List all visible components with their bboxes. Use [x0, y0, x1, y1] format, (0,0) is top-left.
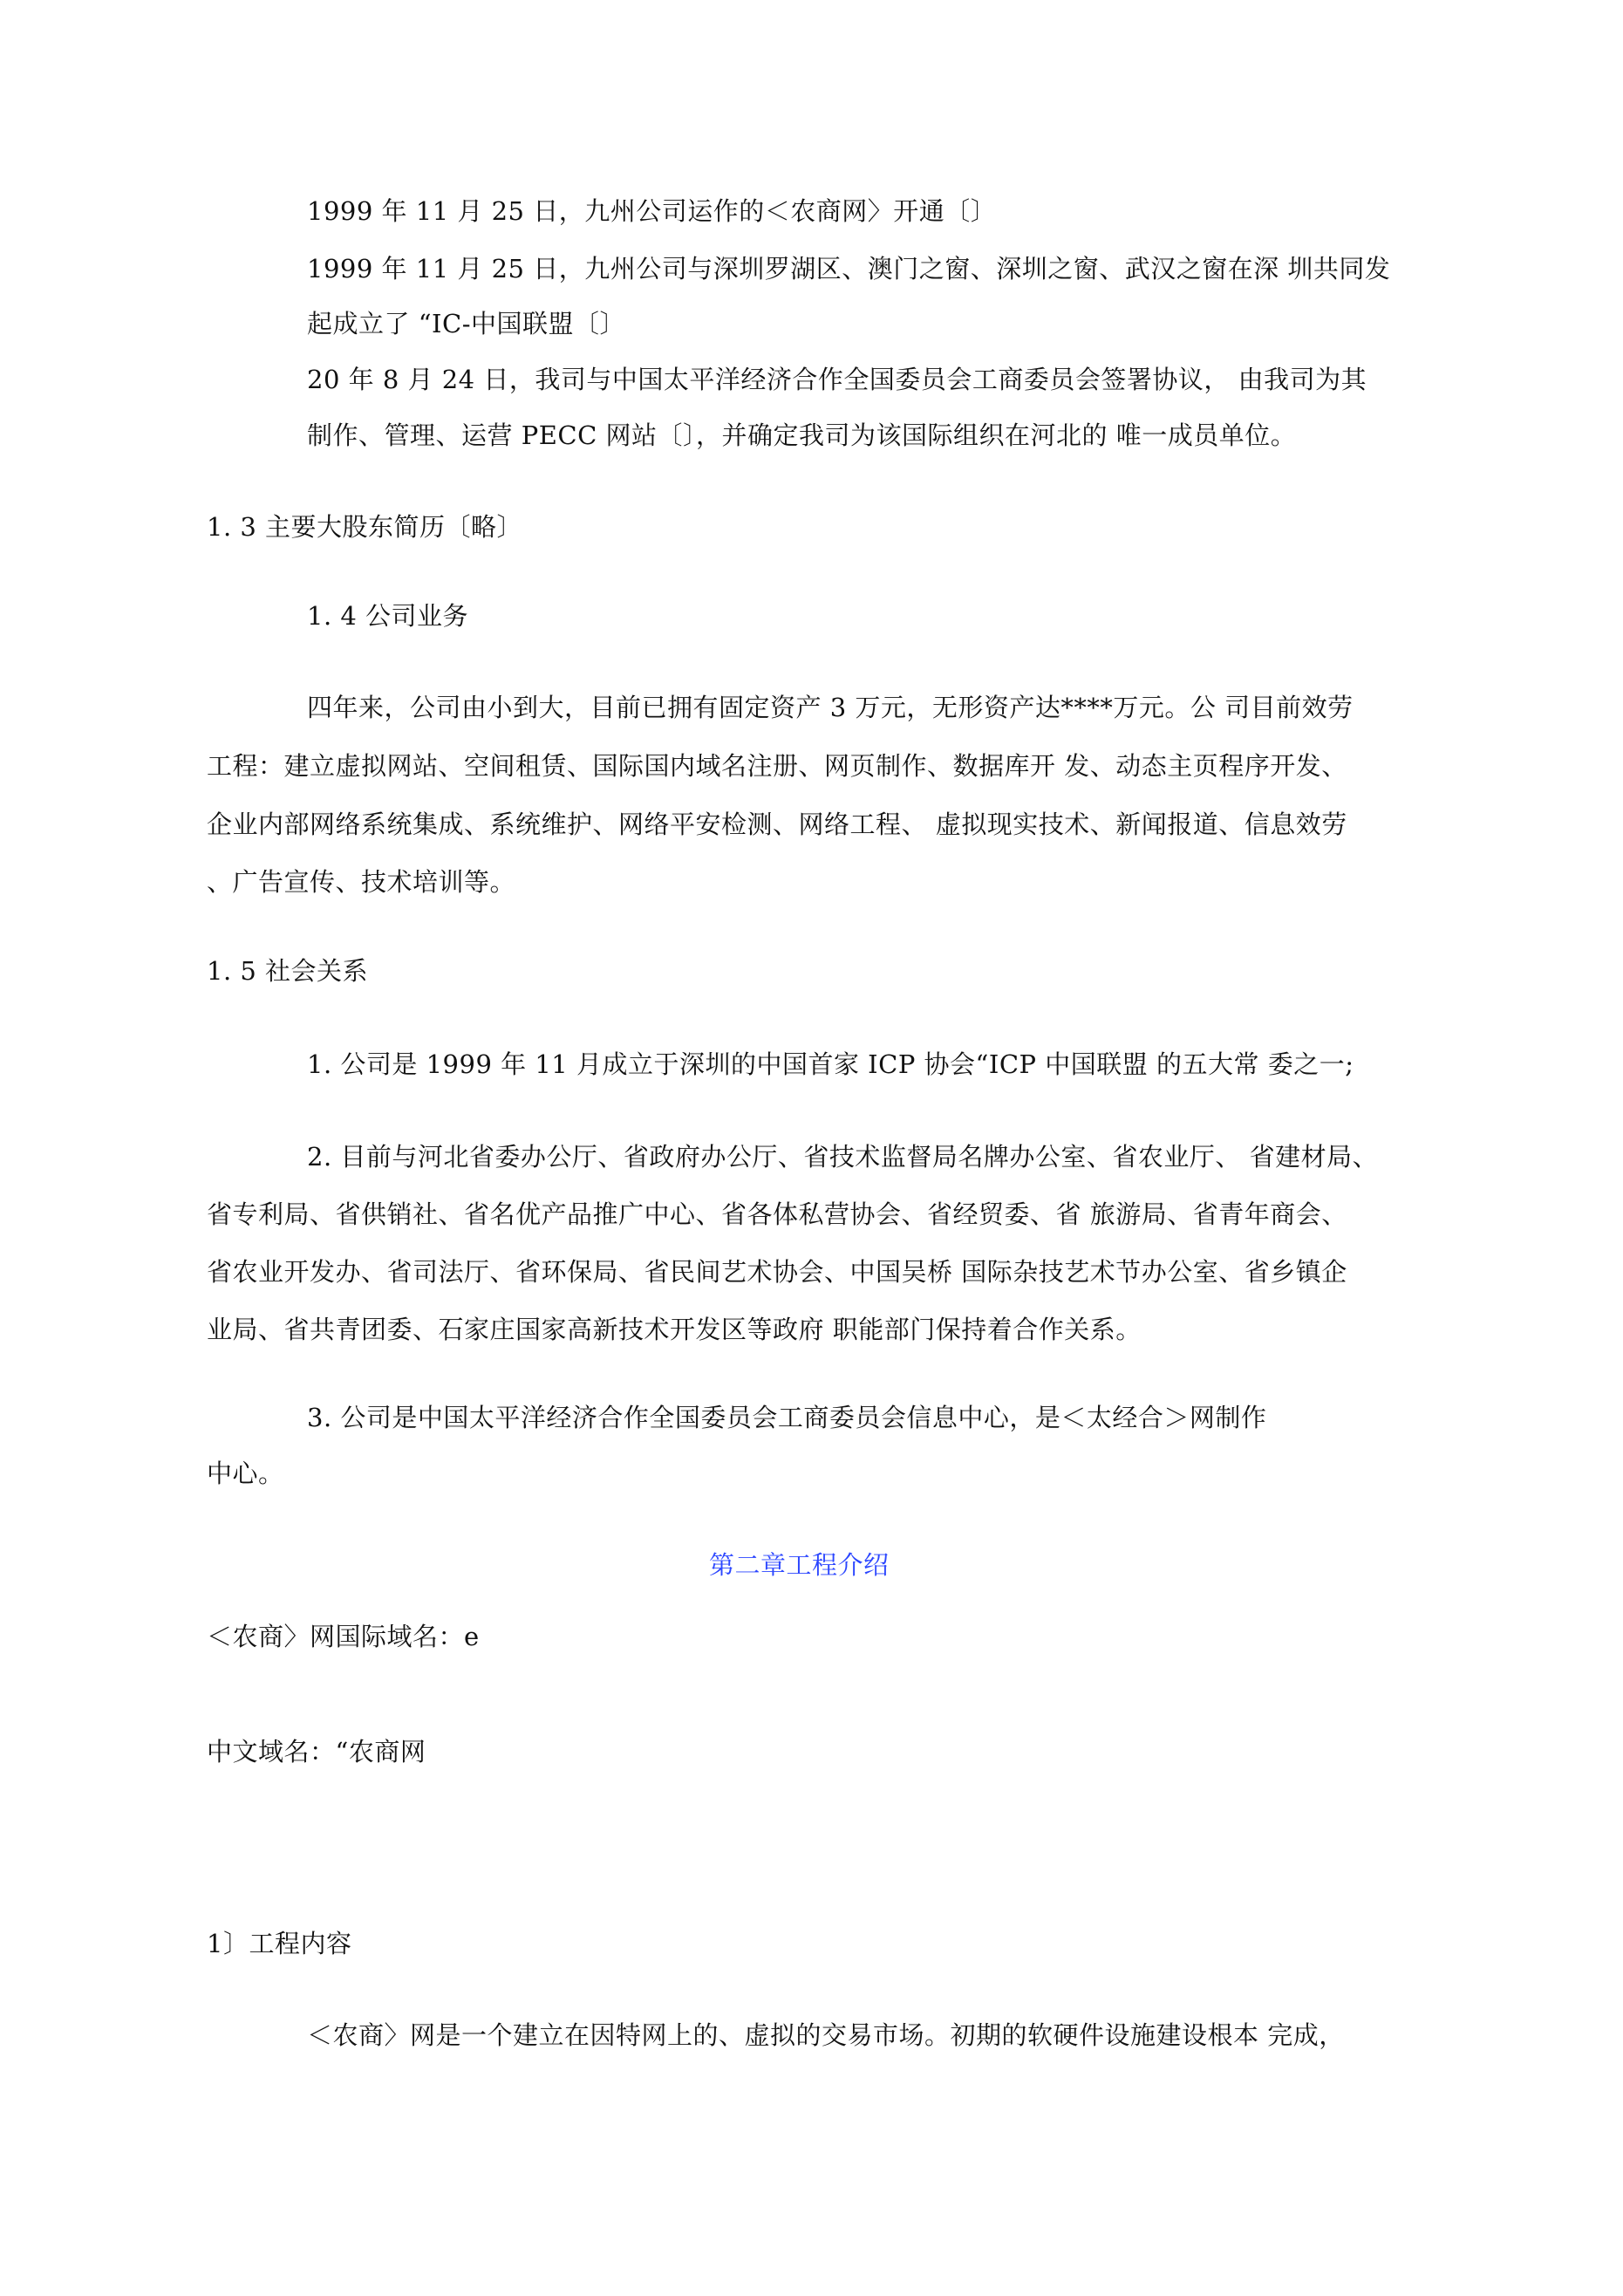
- domain-international: ＜农商〉网国际域名：e: [207, 1622, 480, 1651]
- relations-item-2-line-2: 省专利局、省供销社、省名优产品推广中心、省各体私营协会、省经贸委、省 旅游局、省青年商会、: [207, 1199, 1347, 1229]
- relations-item-2-line-3: 省农业开发办、省司法厅、省环保局、省民间艺术协会、中国吴桥 国际杂技艺术节办公室、省乡镇企: [207, 1257, 1347, 1287]
- section-1-4-heading: 1. 4 公司业务: [307, 601, 469, 631]
- project-content-heading: 1〕工程内容: [207, 1929, 352, 1958]
- section-1-5-heading: 1. 5 社会关系: [207, 956, 369, 986]
- section-1-3-heading: 1. 3 主要大股东简历〔略〕: [207, 512, 523, 542]
- history-item-2-line-1: 1999 年 11 月 25 日，九州公司与深圳罗湖区、澳门之窗、深圳之窗、武汉之窗在深 圳共同发: [307, 254, 1391, 284]
- chapter-2-heading-link[interactable]: 第二章工程介绍: [709, 1550, 890, 1580]
- history-item-3-line-2: 制作、管理、运营 PECC 网站〔〕，并确定我司为该国际组织在河北的 唯一成员单位。: [307, 420, 1297, 450]
- business-paragraph-line-1: 四年来，公司由小到大，目前已拥有固定资产 3 万元，无形资产达****万元。公 司目前效劳: [307, 693, 1354, 722]
- project-content-paragraph-line-1: ＜农商〉网是一个建立在因特网上的、虚拟的交易市场。初期的软硬件设施建设根本 完成，: [307, 2020, 1345, 2050]
- relations-item-3-line-2: 中心。: [207, 1459, 284, 1488]
- business-paragraph-line-4: 、广告宣传、技术培训等。: [207, 867, 516, 897]
- history-item-3-line-1: 20 年 8 月 24 日，我司与中国太平洋经济合作全国委员会工商委员会签署协议， 由我司为其: [307, 365, 1367, 394]
- domain-chinese: 中文域名：“农商网: [207, 1737, 426, 1766]
- relations-item-1: 1. 公司是 1999 年 11 月成立于深圳的中国首家 ICP 协会“ICP 中国联盟 的五大常 委之一;: [307, 1049, 1354, 1079]
- business-paragraph-line-3: 企业内部网络系统集成、系统维护、网络平安检测、网络工程、 虚拟现实技术、新闻报道、信息效劳: [207, 810, 1347, 839]
- business-paragraph-line-2: 工程：建立虚拟网站、空间租赁、国际国内域名注册、网页制作、数据库开 发、动态主页程序开发、: [207, 751, 1347, 781]
- history-item-2-line-2: 起成立了 “IC-中国联盟〔〕: [307, 309, 625, 338]
- relations-item-2-line-4: 业局、省共青团委、石家庄国家高新技术开发区等政府 职能部门保持着合作关系。: [207, 1315, 1142, 1344]
- relations-item-2-line-1: 2. 目前与河北省委办公厅、省政府办公厅、省技术监督局名牌办公室、省农业厅、 省建材局、: [307, 1142, 1379, 1172]
- relations-item-3-line-1: 3. 公司是中国太平洋经济合作全国委员会工商委员会信息中心，是＜太经合＞网制作: [307, 1403, 1267, 1432]
- history-item-1: 1999 年 11 月 25 日，九州公司运作的＜农商网〉开通〔〕: [307, 196, 997, 226]
